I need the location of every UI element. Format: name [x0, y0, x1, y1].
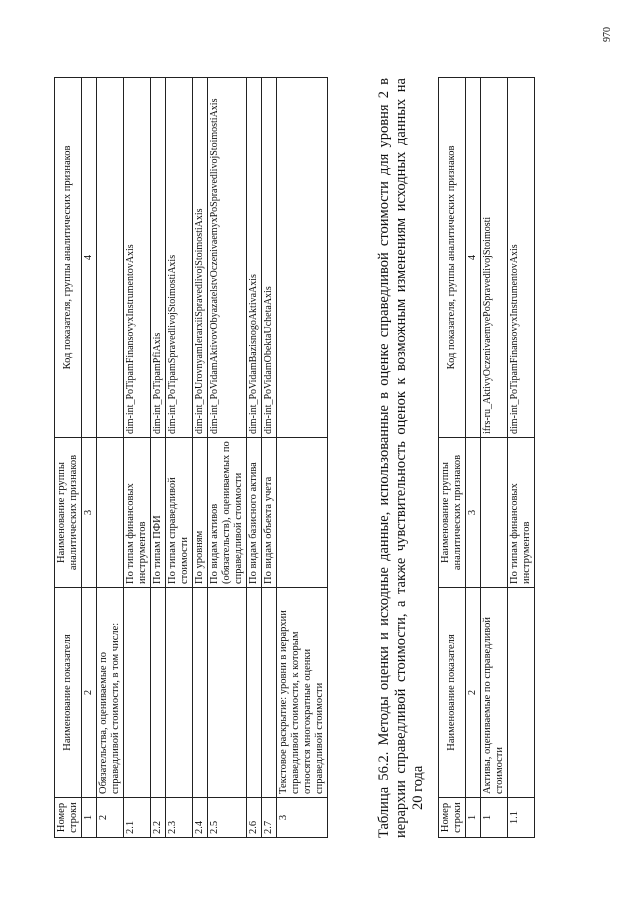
- row-name: [262, 588, 277, 798]
- row-group: [97, 438, 124, 588]
- row-group: По типам финансовых инструментов: [124, 438, 151, 588]
- row-group: По уровням: [193, 438, 208, 588]
- header-code: Код показателя, группы аналитических признаков: [439, 78, 466, 438]
- caption-year: года: [410, 765, 426, 792]
- row-code: dim-int_PoTipamSpravedlivojStoimostiAxis: [166, 78, 193, 438]
- row-name: Активы, оцениваемые по справедливой стоимости: [481, 588, 508, 798]
- table-1: [54, 77, 328, 838]
- row-name: Текстовое раскрытие: уровни в иерархии справедливой стоимости, к которым относятся многократные оценки справедливой стоимости: [277, 588, 328, 798]
- table-row: [508, 78, 535, 838]
- row-group: По типам финансовых инструментов: [508, 438, 535, 588]
- row-number: 1.1: [508, 798, 535, 838]
- table-row: [97, 78, 124, 838]
- row-group: По типам ПФИ: [151, 438, 166, 588]
- table-1-header: [55, 78, 82, 838]
- row-number: 2.6: [247, 798, 262, 838]
- row-name: [247, 588, 262, 798]
- header-code: Код показателя, группы аналитических признаков: [55, 78, 82, 438]
- row-code: dim-int_PoVidamBazisnogoAktivaAxis: [247, 78, 262, 438]
- row-number: 2.5: [208, 798, 247, 838]
- table-row: [193, 78, 208, 838]
- table-row: [166, 78, 193, 838]
- row-code: dim-int_PoUrovnyamIerarxiiSpravedlivojStoimostiAxis: [193, 78, 208, 438]
- row-number: 2.1: [124, 798, 151, 838]
- row-number: 2.3: [166, 798, 193, 838]
- row-group: По видам базисного актива: [247, 438, 262, 588]
- row-group: По видам объекта учета: [262, 438, 277, 588]
- header-group-name: Наименование группы аналитических признаков: [55, 438, 82, 588]
- row-code: dim-int_PoTipamFinansovyxInstrumentovAxis: [124, 78, 151, 438]
- row-name: Обязательства, оцениваемые по справедливой стоимости, в том числе:: [97, 588, 124, 798]
- caption-text: Таблица 56.2. Методы оценки и исходные данные, использованные в оценке справедливой стоимости для уровня 2 в иерархии справедливой стоимости, а также чувствительность оценок к возможным изменениям исходных данных на: [376, 78, 409, 838]
- row-number: 1: [481, 798, 508, 838]
- row-name: [151, 588, 166, 798]
- table-2-column-numbers: [466, 78, 481, 838]
- table-row: [262, 78, 277, 838]
- table-caption: [376, 78, 427, 838]
- row-number: 2.7: [262, 798, 277, 838]
- row-code: dim-int_PoVidamObektaUchetaAxis: [262, 78, 277, 438]
- table-row: [124, 78, 151, 838]
- row-number: 2.2: [151, 798, 166, 838]
- row-name: [193, 588, 208, 798]
- row-number: 2: [97, 798, 124, 838]
- row-code: [97, 78, 124, 438]
- row-name: [208, 588, 247, 798]
- table-row: [481, 78, 508, 838]
- row-group: По видам активов (обязательств), оцениваемых по справедливой стоимости: [208, 438, 247, 588]
- header-group-name: Наименование группы аналитических признаков: [439, 438, 466, 588]
- table-row: [151, 78, 166, 838]
- col-number: 3: [466, 438, 481, 588]
- row-group: [277, 438, 328, 588]
- col-number: 1: [82, 798, 97, 838]
- row-code: [277, 78, 328, 438]
- table-2-header: [439, 78, 466, 838]
- row-number: 2.4: [193, 798, 208, 838]
- caption-day: 20: [410, 795, 426, 810]
- row-name: [124, 588, 151, 798]
- row-code: dim-int_PoVidamAktivovObyazatelstvOczenivaemyxPoSpravedlivojStoimostiAxis: [208, 78, 247, 438]
- table-row: [208, 78, 247, 838]
- rotated-content: [18, 18, 618, 888]
- row-name: [166, 588, 193, 798]
- header-indicator-name: Наименование показателя: [55, 588, 82, 798]
- row-name: [508, 588, 535, 798]
- col-number: 2: [82, 588, 97, 798]
- col-number: 4: [466, 78, 481, 438]
- row-code: ifrs-ru_AktivyOczenivaemyePoSpravedlivojStoimosti: [481, 78, 508, 438]
- table-2: [438, 77, 535, 838]
- col-number: 1: [466, 798, 481, 838]
- header-row-number: Номер строки: [439, 798, 466, 838]
- row-number: 3: [277, 798, 328, 838]
- col-number: 4: [82, 78, 97, 438]
- col-number: 3: [82, 438, 97, 588]
- page-number: 970: [602, 27, 613, 42]
- header-indicator-name: Наименование показателя: [439, 588, 466, 798]
- table-row: [277, 78, 328, 838]
- row-group: [481, 438, 508, 588]
- header-row-number: Номер строки: [55, 798, 82, 838]
- col-number: 2: [466, 588, 481, 798]
- table-1-column-numbers: [82, 78, 97, 838]
- row-group: По типам справедливой стоимости: [166, 438, 193, 588]
- row-code: dim-int_PoTipamPfiAxis: [151, 78, 166, 438]
- table-row: [247, 78, 262, 838]
- row-code: dim-int_PoTipamFinansovyxInstrumentovAxis: [508, 78, 535, 438]
